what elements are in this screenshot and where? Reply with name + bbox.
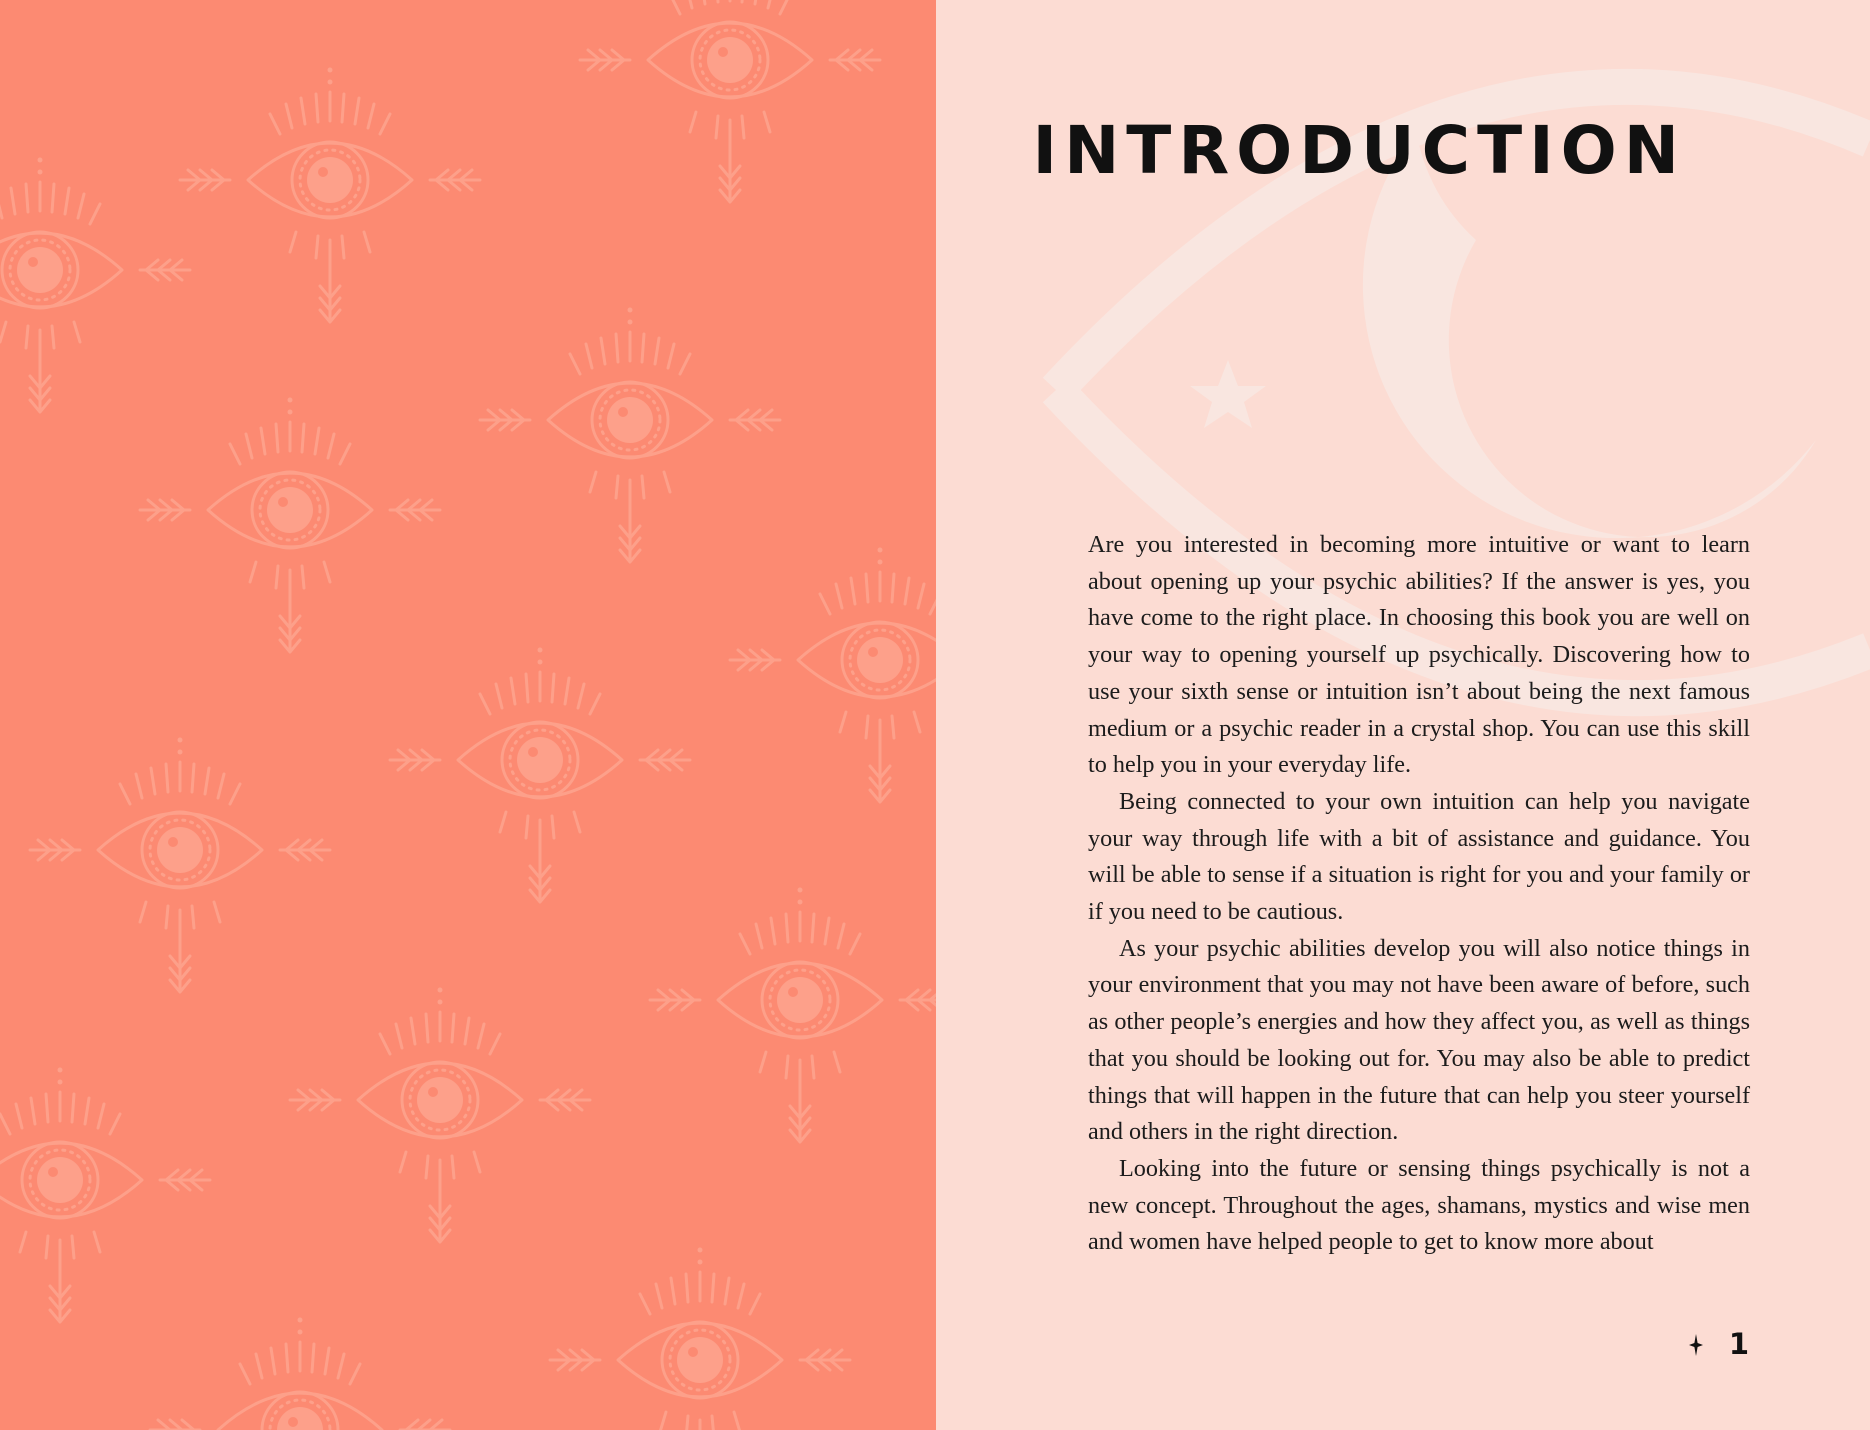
- four-point-star-icon: [1689, 1334, 1703, 1356]
- text-page: [936, 0, 1870, 1430]
- paragraph: As your psychic abilities develop you will also notice things in your environment that you may not have been aware of before, such as other people’s energies and how they affect you, as well as things that you should be looking out for. You may also be able to predict things that will happen in the future that can help you steer yourself and others in the right direction.: [1088, 934, 1750, 1146]
- folio: [1689, 1327, 1749, 1361]
- page-title: INTRODUCTION: [1032, 112, 1686, 189]
- paragraph: Are you interested in becoming more intuitive or want to learn about opening up your psychic abilities? If the answer is yes, you have come to the right place. In choosing this book you are well on your way to opening yourself up psychically. Discovering how to use your sixth sense or intuition isn’t about being the next famous medium or a psychic reader in a crystal shop. You can use this skill to help you in your everyday life.: [1088, 531, 1750, 779]
- paragraph: Being connected to your own intuition can help you navigate your way through life with a bit of assistance and guidance. You will be able to sense if a situation is right for you and your family or if you need to be cautious.: [1088, 787, 1750, 926]
- body-text: [1088, 527, 1750, 1261]
- star-icon: [1190, 360, 1266, 428]
- paragraph: Looking into the future or sensing things psychically is not a new concept. Throughout the ages, shamans, mystics and wise men and women have helped people to get to know more about: [1088, 1154, 1750, 1256]
- page-number: 1: [1728, 1327, 1749, 1361]
